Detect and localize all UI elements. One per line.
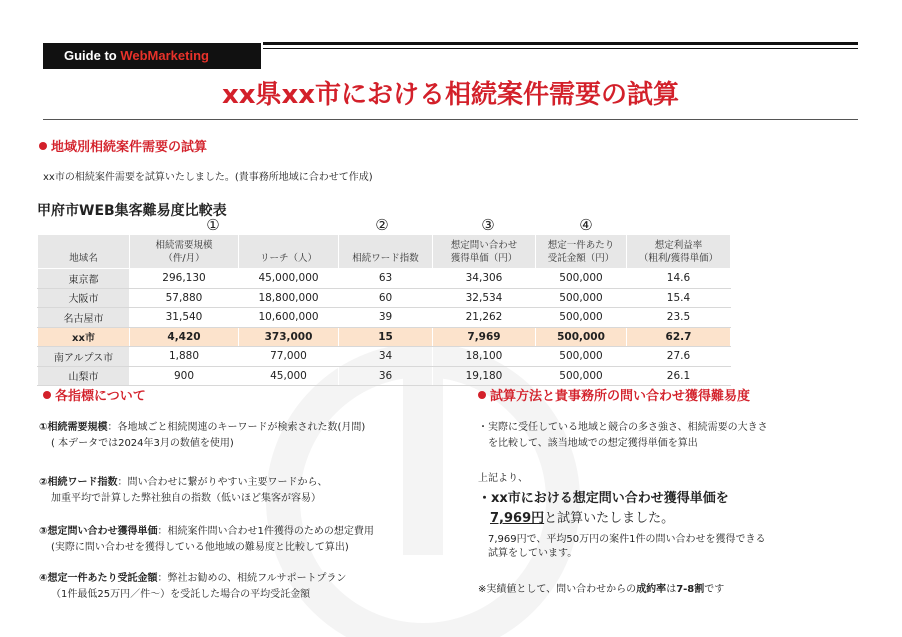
cell-contract-amount: 500,000 — [536, 269, 627, 289]
header-text: 地域名 — [69, 253, 98, 264]
cell-demand: 296,130 — [130, 269, 239, 289]
cell-region: 大阪市 — [38, 288, 130, 308]
cell-reach: 45,000 — [239, 366, 339, 386]
page-title: xx県xx市における相続案件需要の試算 — [221, 80, 680, 110]
header-text: 相続需要規模 （件/月） — [155, 240, 213, 264]
section-heading-text: 各指標について — [55, 389, 146, 404]
section-heading-indicators — [43, 388, 146, 406]
cell-demand: 31,540 — [130, 308, 239, 328]
cell-word-index: 60 — [339, 288, 433, 308]
cell-cpa: 19,180 — [433, 366, 536, 386]
table-row — [38, 366, 731, 386]
result-lead: 上記より、 — [478, 473, 528, 484]
cell-contract-amount: 500,000 — [536, 327, 627, 347]
cell-contract-amount: 500,000 — [536, 308, 627, 328]
cell-region: 南アルプス市 — [38, 347, 130, 367]
indicator-2-note: 加重平均で計算した弊社独自の指数（低いほど集客が容易） — [51, 493, 321, 504]
marker-1: ① — [206, 216, 220, 234]
indicator-title: ②相続ワード指数 — [39, 477, 118, 488]
guide-label-prefix: Guide to — [64, 48, 121, 63]
cell-word-index: 34 — [339, 347, 433, 367]
cell-reach: 45,000,000 — [239, 269, 339, 289]
cell-reach: 77,000 — [239, 347, 339, 367]
header-rule-thick — [263, 42, 858, 45]
header-text: リーチ（人） — [259, 253, 317, 264]
indicator-3-note: (実際に問い合わせを獲得している他地域の難易度と比較して算出) — [51, 542, 349, 553]
header-text: 相続ワード指数 — [352, 253, 419, 264]
title-divider — [43, 119, 858, 120]
method-line-1: ・実際に受任している地域と競合の多さ強さ、相続需要の大きさ — [478, 422, 768, 433]
cell-region: 東京都 — [38, 269, 130, 289]
table-header-row — [38, 235, 731, 269]
indicator-title: ④想定一件あたり受託金額 — [39, 573, 158, 584]
header-text: 想定一件あたり 受託金額（円） — [547, 240, 615, 264]
indicator-1-note: ( 本データでは2024年3月の数値を使用) — [51, 438, 234, 449]
cell-reach: 373,000 — [239, 327, 339, 347]
col-header-region — [38, 235, 130, 269]
marker-3: ③ — [481, 216, 495, 234]
marker-2: ② — [375, 216, 389, 234]
conversion-note — [478, 583, 724, 597]
indicator-3 — [39, 525, 374, 539]
cell-cpa: 34,306 — [433, 269, 536, 289]
cell-region: 名古屋市 — [38, 308, 130, 328]
cell-cpa: 7,969 — [433, 327, 536, 347]
bullet-dot-icon — [39, 142, 47, 150]
indicator-text: ：各地域ごと相続関連のキーワードが検索された数(月間) — [107, 422, 366, 433]
cell-region: xx市 — [38, 327, 130, 347]
cell-demand: 4,420 — [130, 327, 239, 347]
table-row — [38, 347, 731, 367]
method-line-2: を比較して、該当地域での想定獲得単価を算出 — [488, 438, 698, 449]
indicator-4-note: （1件最低25万円／件～）を受託した場合の平均受託金額 — [51, 589, 311, 600]
col-header-cpa — [433, 235, 536, 269]
bullet-dot-icon — [478, 391, 486, 399]
cell-region: 山梨市 — [38, 366, 130, 386]
note-bold-2: 7-8割 — [676, 584, 705, 595]
col-header-word-index — [339, 235, 433, 269]
cell-demand: 1,880 — [130, 347, 239, 367]
cell-cpa: 21,262 — [433, 308, 536, 328]
cell-demand: 900 — [130, 366, 239, 386]
col-header-contract-amount — [536, 235, 627, 269]
explain-line-1: 7,969円で、平均50万円の案件1件の問い合わせを獲得できる — [488, 534, 766, 545]
section-heading-text: 試算方法と貴事務所の問い合わせ獲得難易度 — [490, 389, 751, 404]
section-heading-text: 地域別相続案件需要の試算 — [51, 140, 208, 155]
indicator-2 — [39, 476, 327, 490]
note-suffix: です — [704, 584, 725, 595]
cell-profit-rate: 26.1 — [627, 366, 731, 386]
marker-4: ④ — [579, 216, 593, 234]
header-text: 想定利益率 （粗利/獲得単価） — [638, 240, 719, 264]
table-row — [38, 288, 731, 308]
cell-profit-rate: 14.6 — [627, 269, 731, 289]
cell-profit-rate: 62.7 — [627, 327, 731, 347]
table-title: 甲府市WEB集客難易度比較表 — [37, 203, 227, 219]
result-suffix: と試算いたしました。 — [544, 511, 675, 526]
cell-profit-rate: 15.4 — [627, 288, 731, 308]
header-text: 想定問い合わせ 獲得単価（円） — [450, 240, 518, 264]
table-row — [38, 269, 731, 289]
cell-reach: 10,600,000 — [239, 308, 339, 328]
cell-contract-amount: 500,000 — [536, 288, 627, 308]
intro-text: xx市の相続案件需要を試算いたしました。(貴事務所地域に合わせて作成) — [43, 172, 373, 183]
header-rule-thin — [263, 48, 858, 49]
cell-cpa: 32,534 — [433, 288, 536, 308]
indicator-title: ①相続需要規模 — [39, 422, 108, 433]
indicator-4 — [39, 572, 346, 586]
comparison-table — [37, 234, 731, 386]
cell-cpa: 18,100 — [433, 347, 536, 367]
indicator-text: ：問い合わせに繋がりやすい主要ワードから、 — [117, 477, 328, 488]
bullet-dot-icon — [43, 391, 51, 399]
guide-label — [43, 43, 261, 69]
note-bold-1: 成約率 — [636, 584, 667, 595]
explain-line-2: 試算をしています。 — [488, 548, 578, 559]
section-heading-method — [478, 388, 750, 406]
cell-profit-rate: 23.5 — [627, 308, 731, 328]
result-value: 7,969円 — [490, 511, 545, 526]
guide-label-accent: WebMarketing — [120, 48, 209, 63]
cell-word-index: 63 — [339, 269, 433, 289]
col-header-demand — [130, 235, 239, 269]
cell-contract-amount: 500,000 — [536, 366, 627, 386]
cell-profit-rate: 27.6 — [627, 347, 731, 367]
note-prefix: ※実績値として、問い合わせからの — [478, 584, 637, 595]
result-line-1: ・xx市における想定問い合わせ獲得単価を — [478, 491, 729, 506]
col-header-profit-rate — [627, 235, 731, 269]
cell-reach: 18,800,000 — [239, 288, 339, 308]
note-mid: は — [666, 584, 677, 595]
cell-word-index: 15 — [339, 327, 433, 347]
cell-word-index: 36 — [339, 366, 433, 386]
indicator-text: ：相続案件問い合わせ1件獲得のための想定費用 — [157, 526, 374, 537]
section-heading-regional — [39, 139, 207, 157]
indicator-1 — [39, 421, 365, 435]
result-line-2 — [490, 510, 674, 528]
indicator-title: ③想定問い合わせ獲得単価 — [39, 526, 158, 537]
cell-contract-amount: 500,000 — [536, 347, 627, 367]
cell-word-index: 39 — [339, 308, 433, 328]
cell-demand: 57,880 — [130, 288, 239, 308]
table-row — [38, 308, 731, 328]
col-header-reach — [239, 235, 339, 269]
indicator-text: ：弊社お勧めの、相続フルサポートプラン — [157, 573, 347, 584]
table-row-highlighted — [38, 327, 731, 347]
